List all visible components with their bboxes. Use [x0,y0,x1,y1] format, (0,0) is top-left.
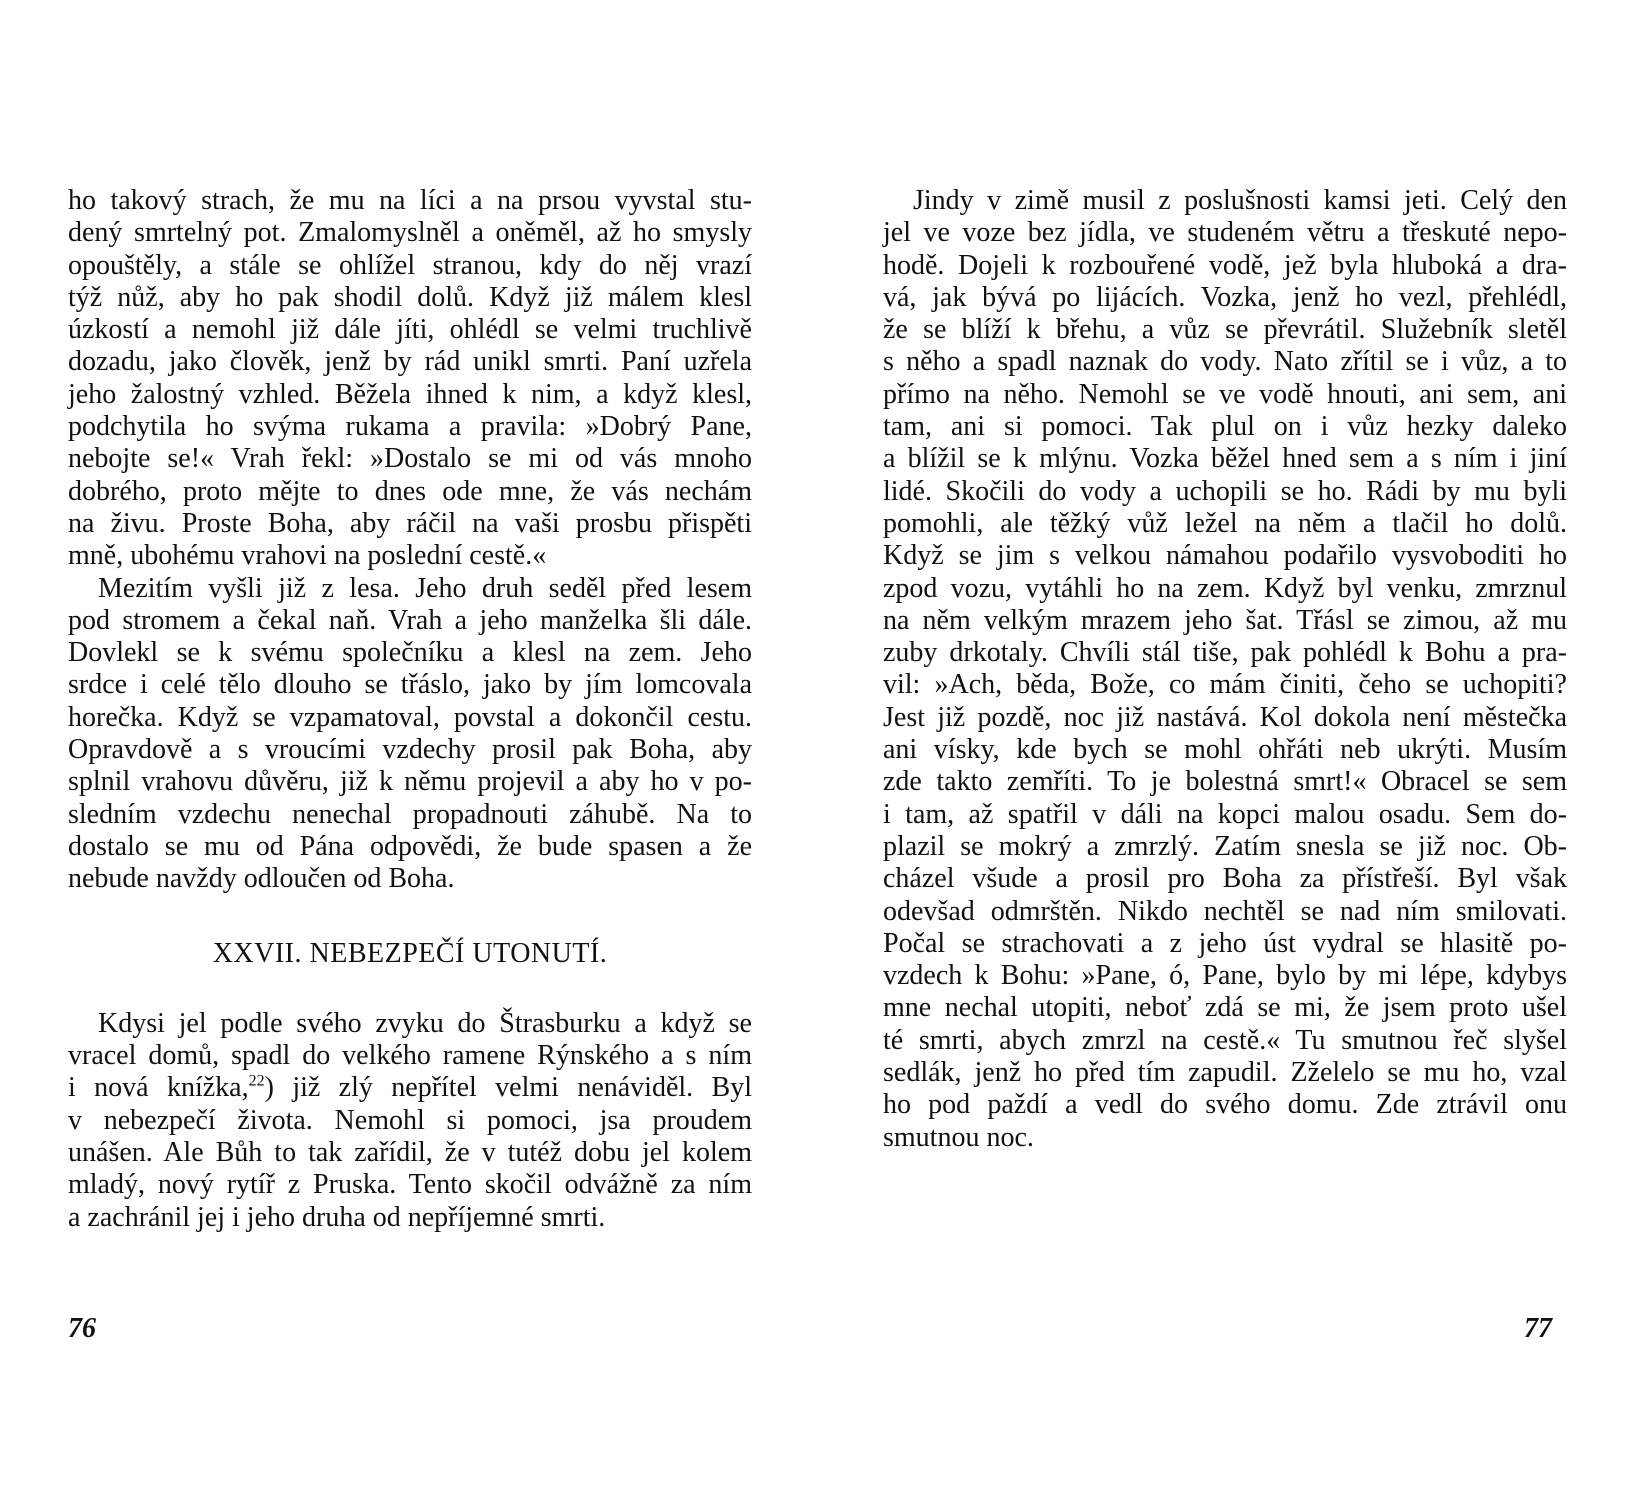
text-line: zuby drkotaly. Chvíli stál tiše, pak pohlédl k Bohu a pra- [883,637,1567,669]
text-line: Opravdově a s vroucími vzdechy prosil pak Boha, aby [68,734,752,766]
text-line: hodě. Dojeli k rozbouřené vodě, jež byla hluboká a dra- [883,249,1567,281]
text-line-with-footnote [68,1072,752,1104]
text-line: smutnou noc. [883,1121,1034,1153]
text-line: nebude navždy odloučen od Boha. [68,863,455,895]
page-number: 76 [68,1313,96,1344]
text-line: mně, ubohému vrahovi na poslední cestě.« [68,540,547,572]
text-fragment: i nová knížka, [68,1072,249,1104]
text-line: dostalo se mu od Pána odpovědi, že bude spasen a že [68,830,752,862]
text-line: i tam, až spatřil v dáli na kopci malou osadu. Sem do- [883,798,1567,830]
text-fragment: ) již zlý nepřítel velmi nenáviděl. Byl [264,1072,752,1104]
text-line: tam, ani si pomoci. Tak plul on i vůz hezky daleko [883,411,1567,443]
text-line: mladý, nový rytíř z Pruska. Tento skočil odvážně za ním [68,1169,752,1201]
text-line: mne nechal utopiti, neboť zdá se mi, že jsem proto ušel [883,992,1567,1024]
text-line: na živu. Proste Boha, aby ráčil na vaši prosbu přispěti [68,507,752,539]
text-line: zde takto zemříti. To je bolestná smrt!« Obracel se sem [883,766,1567,798]
text-line: přímo na něho. Nemohl se ve vodě hnouti, ani sem, ani [883,378,1567,410]
left-paragraph-2 [68,573,752,896]
text-line: podchytila ho svýma rukama a pravila: »Dobrý Pane, [68,411,752,443]
text-line: Jindy v zimě musil z poslušnosti kamsi jeti. Celý den [913,185,1567,216]
chapter-heading: XXVII. NEBEZPEČÍ UTONUTÍ. [212,937,608,969]
text-line: sedlák, jenž ho před tím zapudil. Zželelo se mu ho, vzal [883,1057,1567,1089]
text-line: na něm velkým mrazem jeho šat. Třásl se zimou, až mu [883,604,1567,636]
text-line: ho takový strach, že mu na líci a na prsou vyvstal stu- [68,185,752,216]
text-line: Jest již pozdě, noc již nastává. Kol dokola není městečka [883,701,1567,733]
text-line: dobrého, proto mějte to dnes ode mne, že vás nechám [68,475,752,507]
text-line: vzdech k Bohu: »Pane, ó, Pane, bylo by mi lépe, kdybys [883,960,1567,992]
text-line: Když se jim s velkou námahou podařilo vysvoboditi ho [883,540,1567,572]
text-line: ani vísky, kde bych se mohl ohřáti neb ukrýti. Musím [883,734,1567,766]
text-line: vá, jak bývá po lijácích. Vozka, jenž ho vezl, přehlédl, [883,281,1567,313]
text-line: lidé. Skočili do vody a uchopili se ho. Rádi by mu byli [883,475,1567,507]
text-line: Počal se strachovati a z jeho úst vydral se hlasitě po- [883,927,1567,959]
text-line: unášen. Ale Bůh to tak zařídil, že v tutéž dobu jel kolem [68,1137,752,1169]
text-line: Mezitím vyšli již z lesa. Jeho druh seděl před lesem [98,572,752,604]
text-line: plazil se mokrý a zmrzlý. Zatím snesla se již noc. Ob- [883,830,1567,862]
text-line: té smrti, abych zmrzl na cestě.« Tu smutnou řeč slyšel [883,1024,1567,1056]
text-line: odevšad odmrštěn. Nikdo nechtěl se nad ním smilovati. [883,895,1567,927]
text-line: horečka. Když se vzpamatoval, povstal a dokončil cestu. [68,701,752,733]
page-number: 77 [1524,1313,1552,1344]
left-paragraph-1 [68,185,752,573]
footnote-reference: 22 [248,1073,265,1091]
text-line: cházel všude a prosil pro Boha za přístřeší. Byl však [883,863,1567,895]
text-line: zpod vozu, vytáhli ho na zem. Když byl venku, zmrznul [883,572,1567,604]
text-line: a zachránil jej i jeho druha od nepříjemné smrti. [68,1201,606,1233]
text-line: Kdysi jel podle svého zvyku do Štrasburku a když se [98,1007,752,1039]
text-line: s něho a spadl naznak do vody. Nato zřítil se i vůz, a to [883,346,1567,378]
text-line: týž nůž, aby ho pak shodil dolů. Když již málem klesl [68,281,752,313]
text-line: opouštěly, a stále se ohlížel stranou, kdy do něj vrazí [68,249,752,281]
text-line: ho pod paždí a vedl do svého domu. Zde ztrávil onu [883,1089,1567,1121]
text-line: v nebezpečí života. Nemohl si pomoci, jsa proudem [68,1104,752,1136]
text-line: dený smrtelný pot. Zmalomyslněl a oněměl, až ho smysly [68,217,752,249]
text-line: pomohli, ale těžký vůž ležel na něm a tlačil ho dolů. [883,507,1567,539]
text-line: splnil vrahovu důvěru, již k němu projevil a aby ho v po- [68,766,752,798]
text-line: sledním vzdechu nenechal propadnouti záhubě. Na to [68,798,752,830]
text-line: vil: »Ach, běda, Bože, co mám činiti, čeho se uchopiti? [883,669,1567,701]
left-text-column [68,185,752,1234]
text-line: nebojte se!« Vrah řekl: »Dostalo se mi od vás mnoho [68,443,752,475]
text-line: jeho žalostný vzhled. Běžela ihned k nim, a když klesl, [68,378,752,410]
left-paragraph-3 [68,1008,752,1234]
text-line: dozadu, jako člověk, jenž by rád unikl smrti. Paní uzřela [68,346,752,378]
right-paragraph-1 [883,185,1567,1154]
text-line: úzkostí a nemohl již dále jíti, ohlédl se velmi truchlivě [68,314,752,346]
text-line: Dovlekl se k svému společníku a klesl na zem. Jeho [68,637,752,669]
text-line: vracel domů, spadl do velkého ramene Rýnského a s ním [68,1040,752,1072]
text-line: že se blíží k břehu, a vůz se převrátil. Služebník sletěl [883,314,1567,346]
text-line: srdce i celé tělo dlouho se třáslo, jako by jím lomcovala [68,669,752,701]
text-line: pod stromem a čekal naň. Vrah a jeho manželka šli dále. [68,604,752,636]
right-text-column [883,185,1567,1154]
right-page [813,0,1626,1500]
text-line: jel ve voze bez jídla, ve studeném větru a třeskuté nepo- [883,217,1567,249]
text-line: a blížil se k mlýnu. Vozka běžel hned sem a s ním i jiní [883,443,1567,475]
